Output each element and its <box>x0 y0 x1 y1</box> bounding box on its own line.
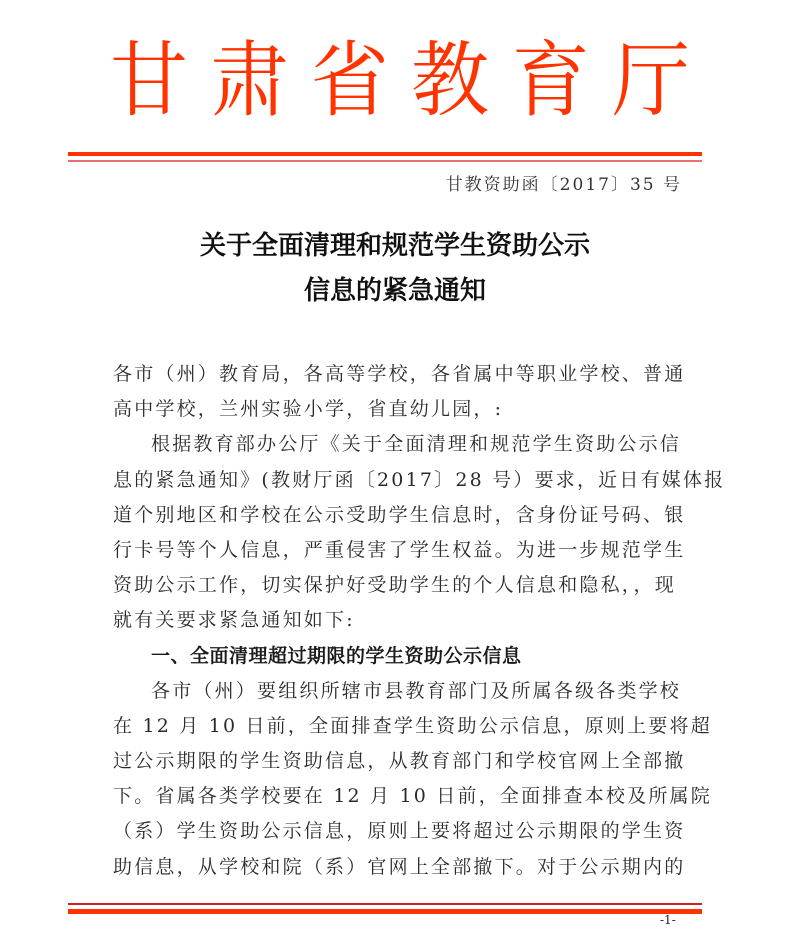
body-paragraph-line: 道个别地区和学校在公示受助学生信息时，含身份证号码、银 <box>113 503 686 526</box>
body-paragraph-line: 行卡号等个人信息，严重侵害了学生权益。为进一步规范学生 <box>113 538 686 561</box>
masthead-issuer-name <box>110 33 690 129</box>
document-title <box>0 224 790 314</box>
footer-thin-divider <box>68 903 702 905</box>
body-paragraph-line: 下。省属各类学校要在 12 月 10 日前，全面排查本校及所属院 <box>113 785 712 808</box>
document-title-line-2: 信息的紧急通知 <box>303 276 486 306</box>
header-thick-divider <box>68 152 702 156</box>
masthead-char: 甘 <box>110 33 189 129</box>
footer-thick-divider <box>68 909 702 914</box>
body-paragraph-line: 在 12 月 10 日前，全面排查学生资助公示信息，原则上要将超 <box>113 714 712 737</box>
document-title-line-1: 关于全面清理和规范学生资助公示 <box>199 231 590 261</box>
document-number: 甘教资助函〔2017〕35 号 <box>445 175 682 195</box>
body-paragraph-line: 助信息，从学校和院（系）官网上全部撤下。对于公示期内的 <box>113 855 686 878</box>
addressee-line: 高中学校，兰州实验小学，省直幼儿园，: <box>113 398 504 421</box>
body-paragraph-line: 过公示期限的学生资助信息，从教育部门和学校官网上全部撤 <box>113 750 686 773</box>
body-paragraph-line: 资助公示工作，切实保护好受助学生的个人信息和隐私，，现 <box>113 574 676 597</box>
page-number: -1- <box>660 913 676 927</box>
masthead-char: 育 <box>511 33 590 129</box>
body-paragraph-line: 各市（州）要组织所辖市县教育部门及所属各级各类学校 <box>151 679 682 702</box>
masthead-char: 厅 <box>611 33 690 129</box>
masthead-char: 肃 <box>210 33 289 129</box>
body-paragraph-line: （系）学生资助公示信息，原则上要将超过公示期限的学生资 <box>113 820 686 843</box>
addressee-line: 各市（州）教育局，各高等学校，各省属中等职业学校、普通 <box>113 363 686 385</box>
body-paragraph-line: 就有关要求紧急通知如下: <box>113 609 355 632</box>
masthead-char: 省 <box>310 33 389 129</box>
header-thin-divider <box>68 160 702 162</box>
body-paragraph-line: 根据教育部办公厅《关于全面清理和规范学生资助公示信 <box>151 433 682 456</box>
section-heading: 一、全面清理超过期限的学生资助公示信息 <box>151 644 522 667</box>
document-body <box>113 357 726 885</box>
body-paragraph-line: 息的紧急通知》(教财厅函〔2017〕28 号）要求，近日有媒体报 <box>113 468 726 491</box>
masthead-char: 教 <box>411 33 490 129</box>
